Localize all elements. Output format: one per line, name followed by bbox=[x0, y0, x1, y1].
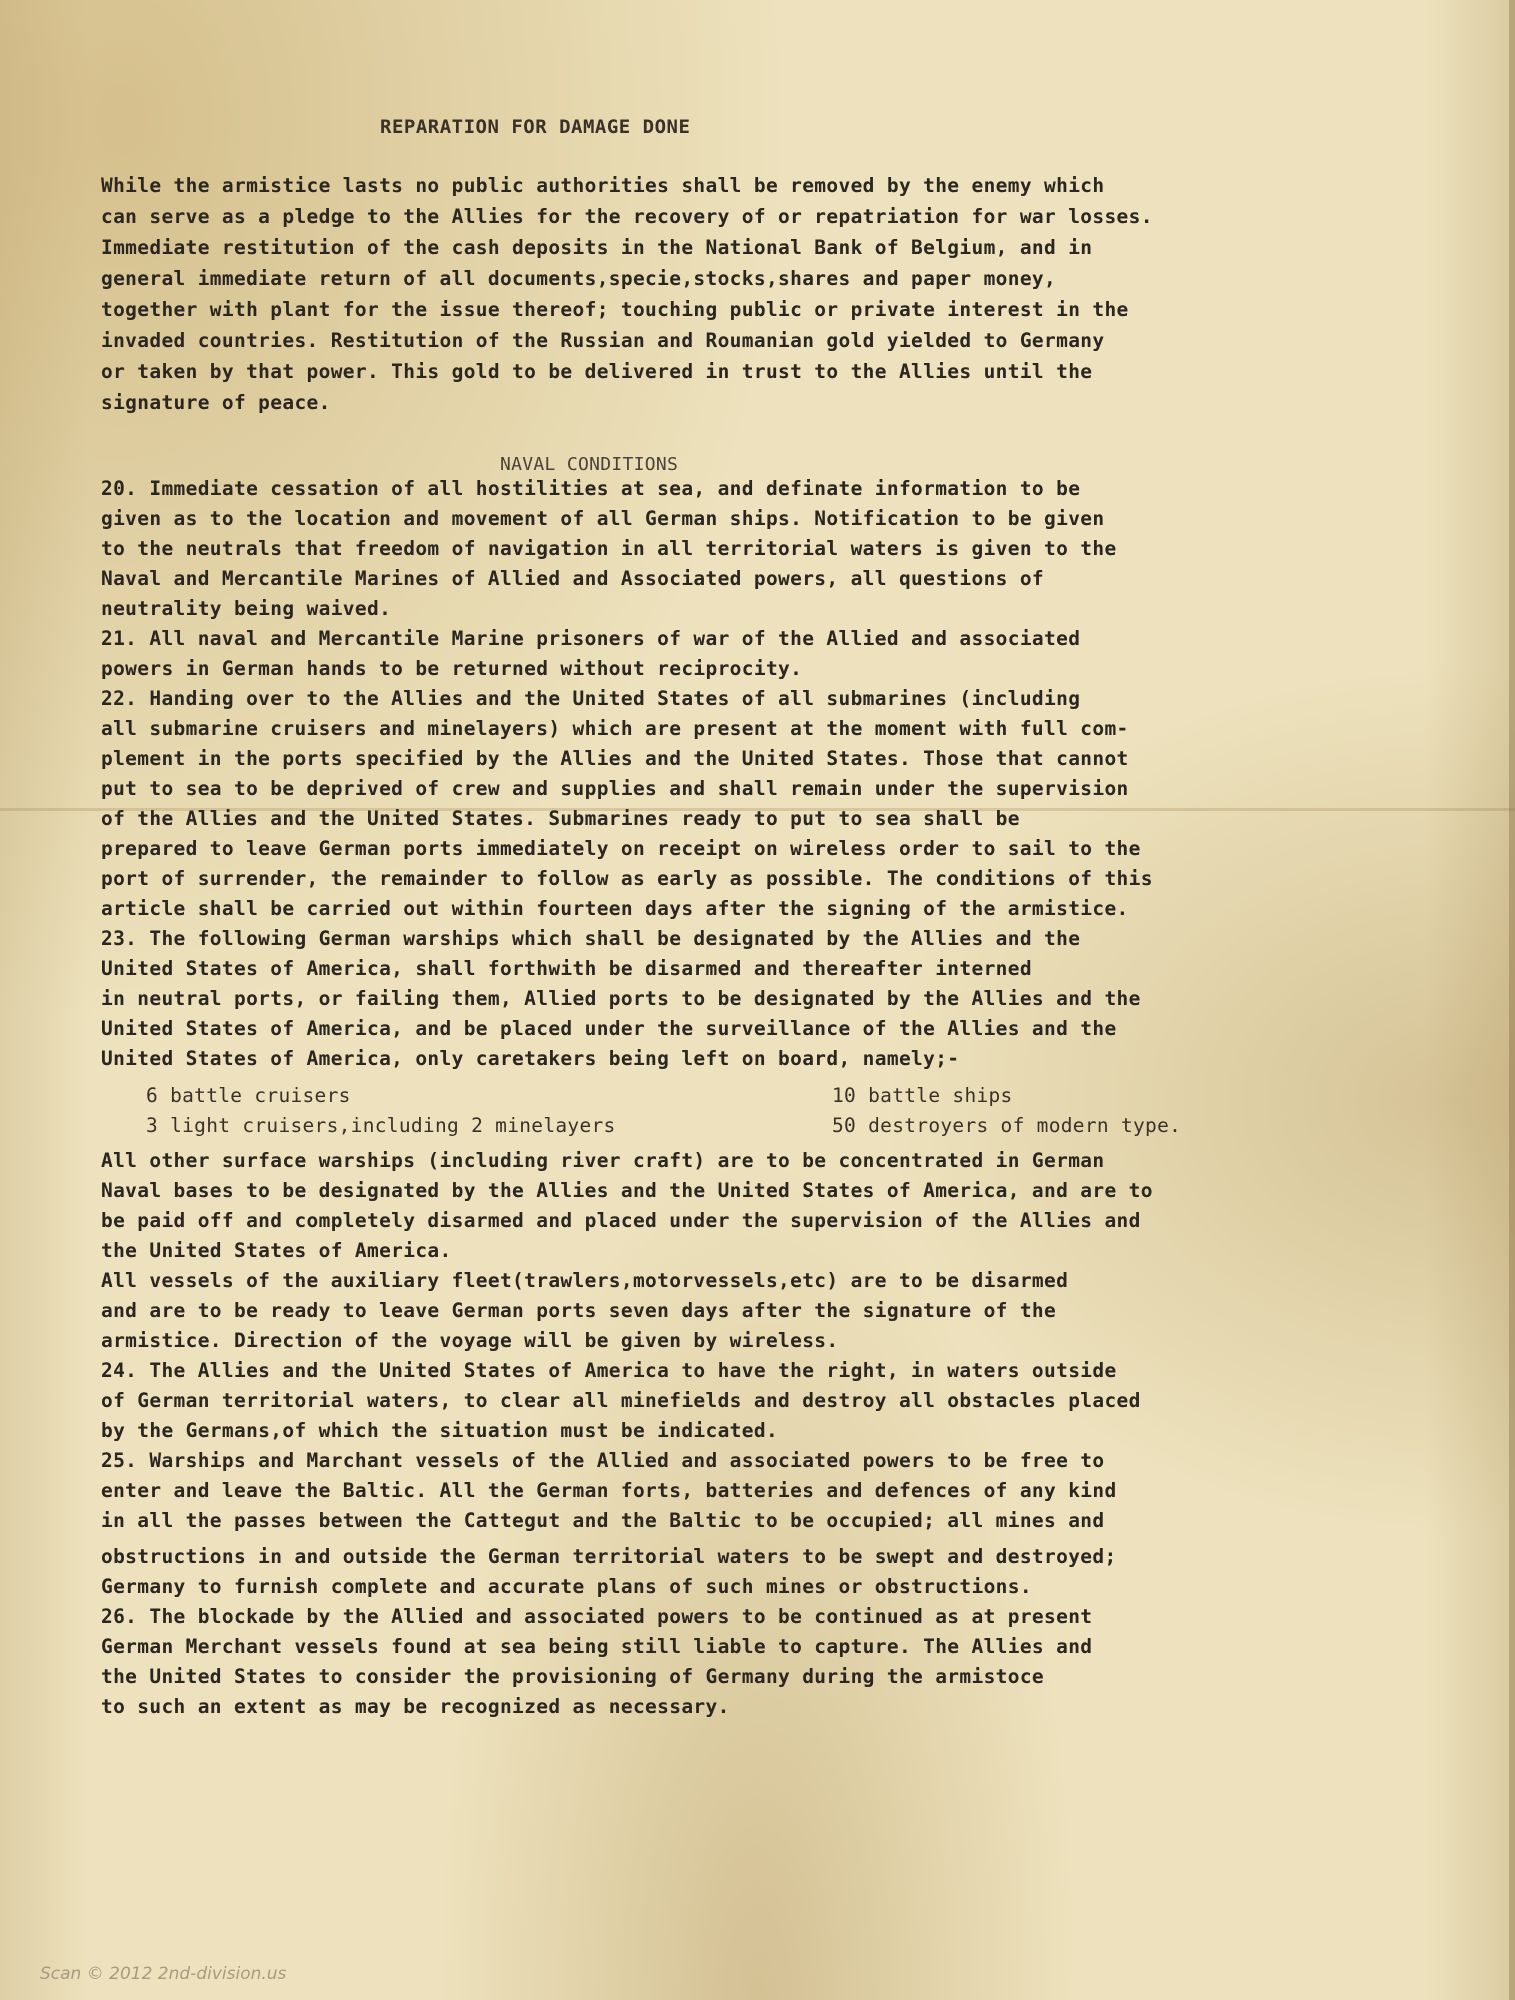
closing-line: Naval bases to be designated by the Allies and the United States of America, and are to bbox=[101, 1179, 1153, 1202]
closing-line: All other surface warships (including river craft) are to be concentrated in German bbox=[101, 1149, 1105, 1172]
naval-line: United States of America, shall forthwith be disarmed and thereafter interned bbox=[101, 957, 1032, 980]
naval-line: 21. All naval and Mercantile Marine prisoners of war of the Allied and associated bbox=[101, 627, 1081, 650]
ship-list-item: 50 destroyers of modern type. bbox=[832, 1114, 1182, 1137]
ship-list-item: 3 light cruisers,including 2 minelayers bbox=[146, 1114, 616, 1137]
closing-line: of German territorial waters, to clear all minefields and destroy all obstacles placed bbox=[101, 1389, 1141, 1412]
paper-edge bbox=[1509, 0, 1515, 2000]
naval-line: powers in German hands to be returned without reciprocity. bbox=[101, 657, 803, 680]
naval-line: all submarine cruisers and minelayers) which are present at the moment with full com- bbox=[101, 717, 1129, 740]
closing-line: All vessels of the auxiliary fleet(trawlers,motorvessels,etc) are to be disarmed bbox=[101, 1269, 1069, 1292]
closing-line: the United States to consider the provisioning of Germany during the armistoce bbox=[101, 1665, 1045, 1688]
closing-line: in all the passes between the Cattegut and the Baltic to be occupied; all mines and bbox=[101, 1509, 1105, 1532]
reparation-line: or taken by that power. This gold to be delivered in trust to the Allies until the bbox=[101, 360, 1093, 383]
closing-line: obstructions in and outside the German territorial waters to be swept and destroyed; bbox=[101, 1545, 1117, 1568]
reparation-line: While the armistice lasts no public authorities shall be removed by the enemy which bbox=[101, 174, 1105, 197]
naval-line: 23. The following German warships which shall be designated by the Allies and the bbox=[101, 927, 1081, 950]
closing-line: 26. The blockade by the Allied and associated powers to be continued as at present bbox=[101, 1605, 1093, 1628]
naval-line: to the neutrals that freedom of navigation in all territorial waters is given to the bbox=[101, 537, 1117, 560]
closing-line: and are to be ready to leave German ports seven days after the signature of the bbox=[101, 1299, 1057, 1322]
closing-line: German Merchant vessels found at sea being still liable to capture. The Allies and bbox=[101, 1635, 1093, 1658]
naval-line: prepared to leave German ports immediately on receipt on wireless order to sail to the bbox=[101, 837, 1141, 860]
naval-line: of the Allies and the United States. Submarines ready to put to sea shall be bbox=[101, 807, 1020, 830]
naval-line: 22. Handing over to the Allies and the United States of all submarines (including bbox=[101, 687, 1081, 710]
reparation-line: signature of peace. bbox=[101, 391, 331, 414]
naval-line: put to sea to be deprived of crew and supplies and shall remain under the supervision bbox=[101, 777, 1129, 800]
closing-line: be paid off and completely disarmed and placed under the supervision of the Allies and bbox=[101, 1209, 1141, 1232]
naval-conditions-heading: NAVAL CONDITIONS bbox=[500, 454, 679, 475]
naval-line: Naval and Mercantile Marines of Allied and Associated powers, all questions of bbox=[101, 567, 1045, 590]
ship-list-item: 6 battle cruisers bbox=[146, 1084, 351, 1107]
scan-watermark: Scan © 2012 2nd-division.us bbox=[40, 1964, 287, 1984]
naval-line: plement in the ports specified by the Allies and the United States. Those that cannot bbox=[101, 747, 1129, 770]
closing-line: 25. Warships and Marchant vessels of the Allied and associated powers to be free to bbox=[101, 1449, 1105, 1472]
closing-line: by the Germans,of which the situation must be indicated. bbox=[101, 1419, 779, 1442]
reparation-line: general immediate return of all documents,specie,stocks,shares and paper money, bbox=[101, 267, 1057, 290]
ship-list-item: 10 battle ships bbox=[832, 1084, 1013, 1107]
naval-line: 20. Immediate cessation of all hostilities at sea, and definate information to be bbox=[101, 477, 1081, 500]
naval-line: article shall be carried out within fourteen days after the signing of the armistice. bbox=[101, 897, 1129, 920]
closing-line: 24. The Allies and the United States of America to have the right, in waters outside bbox=[101, 1359, 1117, 1382]
closing-line: Germany to furnish complete and accurate plans of such mines or obstructions. bbox=[101, 1575, 1032, 1598]
closing-line: enter and leave the Baltic. All the German forts, batteries and defences of any kind bbox=[101, 1479, 1117, 1502]
reparation-line: can serve as a pledge to the Allies for the recovery of or repatriation for war losses. bbox=[101, 205, 1153, 228]
naval-line: given as to the location and movement of all German ships. Notification to be given bbox=[101, 507, 1105, 530]
naval-line: port of surrender, the remainder to follow as early as possible. The conditions of this bbox=[101, 867, 1153, 890]
naval-line: in neutral ports, or failing them, Allied ports to be designated by the Allies and the bbox=[101, 987, 1141, 1010]
reparation-line: invaded countries. Restitution of the Russian and Roumanian gold yielded to Germany bbox=[101, 329, 1105, 352]
reparation-heading: REPARATION FOR DAMAGE DONE bbox=[380, 116, 691, 138]
closing-line: armistice. Direction of the voyage will be given by wireless. bbox=[101, 1329, 839, 1352]
naval-line: United States of America, and be placed under the surveillance of the Allies and the bbox=[101, 1017, 1117, 1040]
closing-line: the United States of America. bbox=[101, 1239, 452, 1262]
closing-line: to such an extent as may be recognized as necessary. bbox=[101, 1695, 730, 1718]
reparation-line: together with plant for the issue thereof; touching public or private interest in the bbox=[101, 298, 1129, 321]
naval-line: United States of America, only caretakers being left on board, namely;- bbox=[101, 1047, 960, 1070]
naval-line: neutrality being waived. bbox=[101, 597, 392, 620]
reparation-line: Immediate restitution of the cash deposits in the National Bank of Belgium, and in bbox=[101, 236, 1093, 259]
